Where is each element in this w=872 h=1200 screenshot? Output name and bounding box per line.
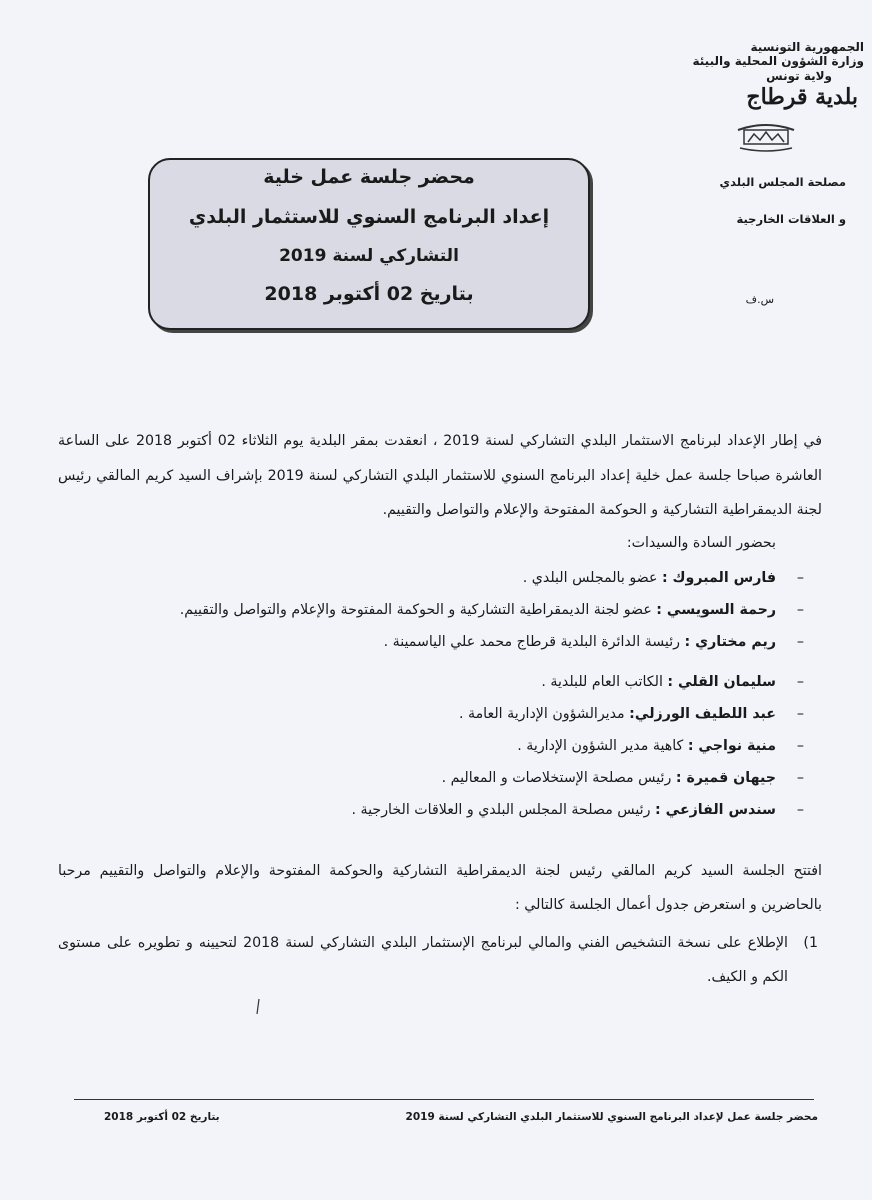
footer-title: محضر جلسة عمل لإعداد البرنامج السنوي للاستثمار البلدي التشاركي لسنة 2019 — [405, 1111, 818, 1123]
header-republic: الجمهورية التونسية — [750, 40, 864, 54]
department-name: مصلحة المجلس البلدي — [719, 175, 846, 189]
attendee-role: رئيسة الدائرة البلدية قرطاج محمد علي الياسمينة . — [383, 633, 685, 650]
attendee-item: – منية نواجي : كاهية مدير الشؤون الإدارية . — [517, 737, 804, 754]
reference-initials: س.ف — [745, 293, 774, 306]
attendee-role: عضو بالمجلس البلدي . — [522, 569, 662, 586]
agenda-item-text: الإطلاع على نسخة التشخيص الفني والمالي لبرنامج الإستثمار البلدي التشاركي لسنة 2018 لتحيينه و تطويره على مستوى الكم و الكيف. — [58, 934, 788, 985]
agenda-item — [58, 926, 822, 994]
attendee-name: سندس الفازعي : — [654, 801, 776, 818]
footer-divider — [74, 1099, 814, 1100]
attendee-name: ريم مختاري : — [684, 633, 776, 650]
department-name-2: و العلاقات الخارجية — [736, 212, 846, 226]
footer-date: بتاريخ 02 أكتوبر 2018 — [104, 1111, 220, 1123]
attendee-item: – رحمة السويسي : عضو لجنة الديمقراطية التشاركية و الحوكمة المفتوحة والإعلام والتواصل والتقييم. — [179, 601, 804, 618]
attendee-name: منية نواجي : — [687, 737, 776, 754]
attendee-role: رئيس مصلحة المجلس البلدي و العلاقات الخارجية . — [351, 801, 655, 818]
title-date: بتاريخ 02 أكتوبر 2018 — [264, 283, 474, 305]
attendee-item: – ريم مختاري : رئيسة الدائرة البلدية قرطاج محمد علي الياسمينة . — [383, 633, 804, 650]
header-governorate: ولاية تونس — [766, 69, 832, 83]
attendee-item: – جيهان قميرة : رئيس مصلحة الإستخلاصات و المعاليم . — [441, 769, 804, 786]
attendance-intro: بحضور السادة والسيدات: — [626, 534, 776, 551]
attendee-item: – سندس الفازعي : رئيس مصلحة المجلس البلدي و العلاقات الخارجية . — [351, 801, 804, 818]
attendee-item: – عبد اللطيف الورزلي: مديرالشؤون الإدارية العامة . — [458, 705, 804, 722]
attendee-role: رئيس مصلحة الإستخلاصات و المعاليم . — [441, 769, 676, 786]
agenda-paragraph: افتتح الجلسة السيد كريم المالقي رئيس لجنة الديمقراطية التشاركية والحوكمة المفتوحة والإعلام والتواصل والتقييم مرحبا بالحاضرين و استعرض جدول أعمال الجلسة كالتالي : — [58, 862, 822, 913]
municipality-logo — [734, 118, 798, 154]
attendee-name: عبد اللطيف الورزلي: — [629, 705, 776, 722]
attendee-item: – فارس المبروك : عضو بالمجلس البلدي . — [522, 569, 804, 586]
attendee-name: رحمة السويسي : — [656, 601, 776, 618]
header-municipality: بلدية قرطاج — [746, 84, 858, 110]
minutes-body — [58, 424, 822, 994]
attendee-name: سليمان القلي : — [667, 673, 776, 690]
attendee-role: الكاتب العام للبلدية . — [541, 673, 668, 690]
attendee-item: – سليمان القلي : الكاتب العام للبلدية . — [541, 673, 804, 690]
attendee-list — [58, 562, 822, 826]
attendee-role: كاهية مدير الشؤون الإدارية . — [517, 737, 688, 754]
attendee-role: عضو لجنة الديمقراطية التشاركية و الحوكمة المفتوحة والإعلام والتواصل والتقييم. — [179, 601, 657, 618]
title-line-2: إعداد البرنامج السنوي للاستثمار البلدي — [188, 206, 550, 228]
title-line-1: محضر جلسة عمل خلية — [263, 166, 475, 188]
attendee-name: جيهان قميرة : — [675, 769, 776, 786]
pen-mark — [254, 998, 262, 1016]
title-box — [148, 158, 590, 330]
opening-paragraph: في إطار الإعداد لبرنامج الاستثمار البلدي التشاركي لسنة 2019 ، انعقدت بمقر البلدية يوم الثلاثاء 02 أكتوبر 2018 على الساعة العاشرة صباحا جلسة عمل خلية إعداد البرنامج السنوي للاستثمار البلدي التشاركي لسنة 2019 بإشراف السيد كريم المالقي رئيس لجنة الديمقراطية التشاركية و الحوكمة المفتوحة والإعلام والتواصل والتقييم. — [58, 433, 823, 518]
attendee-name: فارس المبروك : — [661, 569, 776, 586]
attendee-role: مديرالشؤون الإدارية العامة . — [458, 705, 630, 722]
agenda-item-number: 1) — [803, 934, 818, 951]
title-line-3: التشاركي لسنة 2019 — [279, 246, 459, 266]
list-spacer — [58, 658, 822, 666]
header-ministry: وزارة الشؤون المحلية والبيئة — [692, 54, 864, 68]
